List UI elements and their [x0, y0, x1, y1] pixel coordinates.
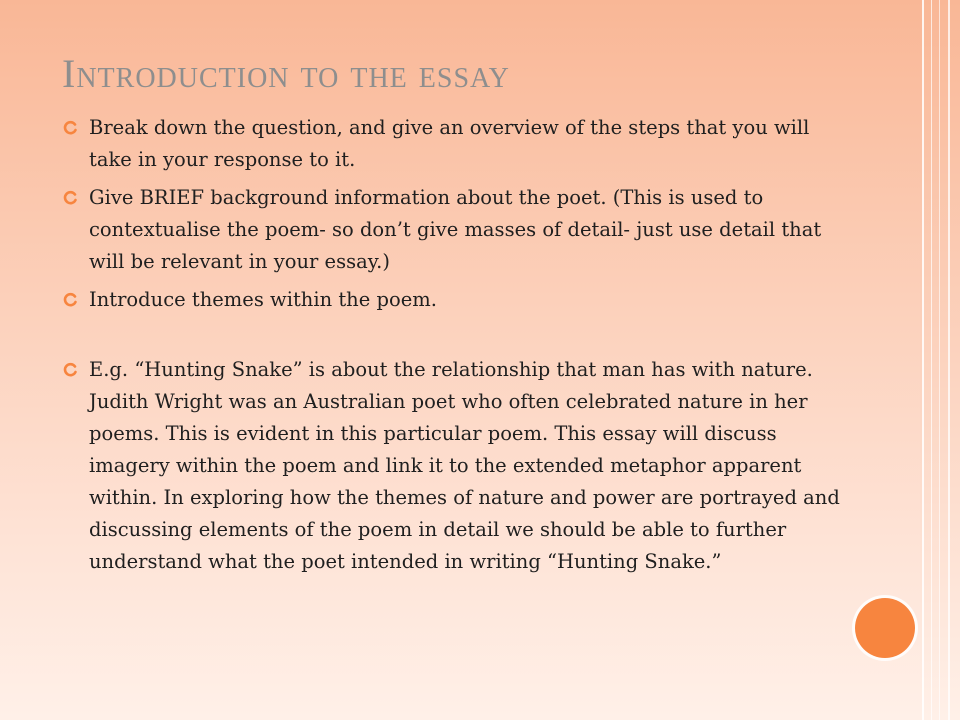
orange-curl-bullet-icon	[62, 190, 78, 206]
bullet-item	[62, 112, 852, 176]
decorative-stripe	[939, 0, 940, 720]
bullet-text: Give BRIEF background information about the poet. (This is used to contextualise the poem- so don’t give masses of detail- just use detail that will be relevant in your essay.)	[89, 186, 822, 273]
decorative-side-panel	[920, 0, 960, 720]
decorative-stripe	[922, 0, 924, 720]
bullet-text: Introduce themes within the poem.	[89, 288, 437, 311]
decorative-circle	[855, 598, 915, 658]
bullet-item	[62, 284, 852, 316]
bullet-text: E.g. “Hunting Snake” is about the relationship that man has with nature. Judith Wright was an Australian poet who often celebrated nature in her poems. This is evident in this particular poem. This essay will discuss imagery within the poem and link it to the extended metaphor apparent within. In exploring how the themes of nature and power are portrayed and discussing elements of the poem in detail we should be able to further understand what the poet intended in writing “Hunting Snake.”	[89, 358, 840, 573]
decorative-stripe	[931, 0, 932, 720]
bullet-item	[62, 182, 852, 278]
slide-title: Introduction to the essay	[62, 51, 510, 96]
bullet-list	[62, 112, 852, 578]
orange-curl-bullet-icon	[62, 120, 78, 136]
bullet-item	[62, 354, 852, 578]
bullet-text: Break down the question, and give an overview of the steps that you will take in your response to it.	[89, 116, 810, 171]
orange-curl-bullet-icon	[62, 362, 78, 378]
orange-curl-bullet-icon	[62, 292, 78, 308]
decorative-stripe	[948, 0, 950, 720]
